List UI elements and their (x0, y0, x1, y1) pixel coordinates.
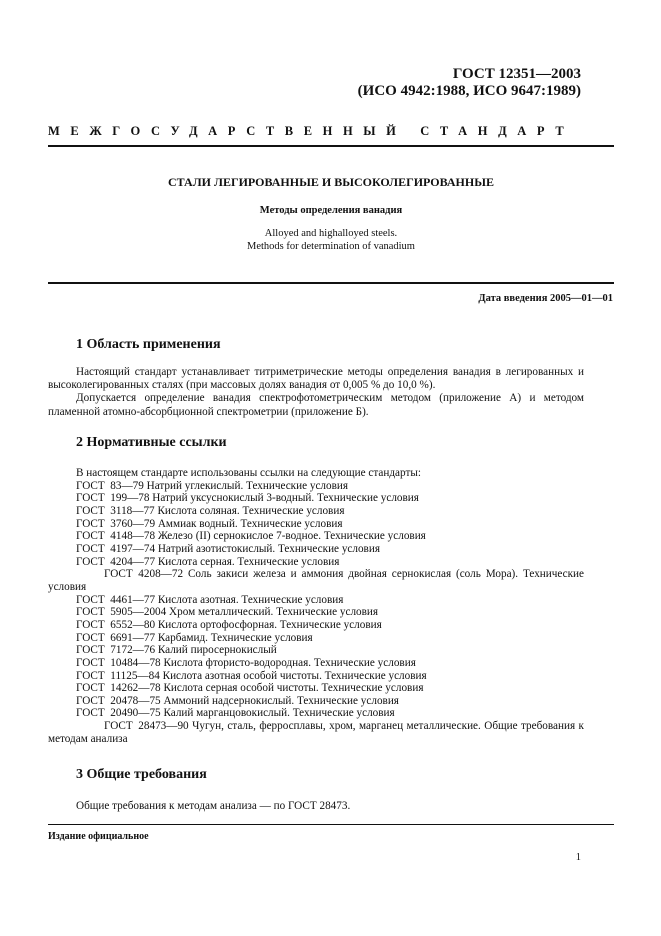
reference-item (48, 707, 584, 720)
reference-item (48, 644, 584, 657)
edition-label: Издание официальное (48, 831, 149, 842)
reference-code: ГОСТ 83—79 (76, 479, 144, 492)
reference-title: Кислота азотная. Технические условия (157, 593, 344, 606)
reference-item (48, 682, 584, 695)
reference-item (48, 492, 584, 505)
reference-code: ГОСТ 20490—75 (76, 707, 161, 720)
page-number: 1 (575, 852, 581, 863)
reference-code: ГОСТ 5905—2004 (76, 606, 167, 619)
document-number: ГОСТ 12351—2003 (452, 66, 581, 82)
reference-item (48, 556, 584, 569)
reference-item (48, 619, 584, 632)
reference-title: Натрий углекислый. Технические условия (146, 479, 348, 492)
document-subtitle: Методы определения ванадия (259, 205, 403, 216)
reference-code: ГОСТ 4461—77 (76, 593, 156, 606)
reference-code: ГОСТ 3118—77 (76, 504, 155, 517)
reference-title: Натрий уксуснокислый 3-водный. Технические условия (152, 492, 419, 505)
reference-item (48, 530, 584, 543)
section-1-heading: 1 Область применения (76, 337, 221, 352)
english-title-line-2: Methods for determination of vanadium (247, 241, 415, 252)
reference-title: Хром металлический. Технические условия (169, 606, 379, 619)
reference-item (48, 480, 584, 493)
reference-code: ГОСТ 4208—72 (104, 568, 184, 581)
section-3-paragraph-1: Общие требования к методам анализа — по ГОСТ 28473. (76, 800, 351, 812)
document-title: СТАЛИ ЛЕГИРОВАННЫЕ И ВЫСОКОЛЕГИРОВАННЫЕ (167, 175, 495, 189)
reference-code: ГОСТ 20478—75 (76, 694, 161, 707)
reference-code: ГОСТ 14262—78 (76, 682, 161, 695)
reference-title: Калий марганцовокислый. Технические условия (163, 707, 395, 720)
standard-type-label: МЕЖГОСУДАРСТВЕННЫЙ СТАНДАРТ (48, 124, 575, 138)
reference-title: Аммоний надсернокислый. Технические условия (163, 694, 399, 707)
reference-code: ГОСТ 3760—79 (76, 517, 156, 530)
reference-title: Калий пиросернокислый (157, 644, 277, 657)
reference-code: ГОСТ 11125—84 (76, 669, 160, 682)
reference-item (48, 568, 584, 593)
reference-item (48, 505, 584, 518)
reference-item (48, 518, 584, 531)
iso-equivalents: (ИСО 4942:1988, ИСО 9647:1989) (357, 83, 581, 99)
section-3-body (48, 800, 584, 813)
reference-code: ГОСТ 199—78 (76, 492, 150, 505)
title-rule (48, 282, 614, 284)
reference-title: Железо (II) сернокислое 7-водное. Технические условия (157, 530, 426, 543)
reference-code: ГОСТ 7172—76 (76, 644, 156, 657)
reference-item (48, 720, 584, 745)
section-1-paragraph-2: Допускается определение ванадия спектрофотометрическим методом (приложение А) и методом пламенной атомно-абсорбционной спектрометрии (приложение Б). (48, 392, 584, 418)
reference-title: Натрий азотистокислый. Технические условия (157, 542, 380, 555)
footer-rule (48, 824, 614, 825)
reference-code: ГОСТ 10484—78 (76, 656, 161, 669)
reference-title: Кислота соляная. Технические условия (157, 504, 345, 517)
top-rule (48, 145, 614, 147)
reference-title: Соль закиси железа и аммония двойная сернокислая (соль Мора). Технические условия (48, 568, 584, 593)
references-intro: В настоящем стандарте использованы ссылки на следующие стандарты: (76, 467, 421, 479)
effective-date: Дата введения 2005—01—01 (478, 293, 613, 304)
reference-item (48, 594, 584, 607)
section-1-body (48, 366, 584, 419)
english-title (48, 227, 614, 253)
reference-title: Кислота фтористо-водородная. Технические условия (163, 656, 416, 669)
reference-title: Кислота серная. Технические условия (157, 555, 340, 568)
english-title-line-1: Alloyed and highalloyed steels. (264, 228, 398, 239)
reference-code: ГОСТ 4197—74 (76, 542, 156, 555)
reference-title: Кислота азотная особой чистоты. Технические условия (162, 669, 427, 682)
reference-code: ГОСТ 6552—80 (76, 618, 156, 631)
section-1-paragraph-1: Настоящий стандарт устанавливает титриметрические методы определения ванадия в легированных и высоколегированных сталях (при массовых долях ванадия от 0,005 % до 10,0 %). (48, 366, 584, 392)
normative-references-list (48, 467, 584, 745)
reference-code: ГОСТ 4148—78 (76, 530, 156, 543)
reference-item (48, 670, 584, 683)
section-2-heading: 2 Нормативные ссылки (76, 435, 227, 450)
reference-item (48, 657, 584, 670)
reference-title: Кислота серная особой чистоты. Технические условия (163, 682, 424, 695)
reference-title: Кислота ортофосфорная. Технические условия (157, 618, 382, 631)
section-3-heading: 3 Общие требования (76, 767, 207, 782)
reference-code: ГОСТ 6691—77 (76, 631, 156, 644)
reference-item (48, 695, 584, 708)
reference-item (48, 543, 584, 556)
reference-code: ГОСТ 4204—77 (76, 555, 156, 568)
reference-title: Карбамид. Технические условия (157, 631, 313, 644)
reference-item (48, 632, 584, 645)
reference-code: ГОСТ 28473—90 (104, 720, 189, 733)
reference-item (48, 606, 584, 619)
reference-title: Аммиак водный. Технические условия (157, 517, 343, 530)
reference-title: Чугун, сталь, ферросплавы, хром, марганец металлические. Общие требования к методам анализа (48, 720, 584, 745)
